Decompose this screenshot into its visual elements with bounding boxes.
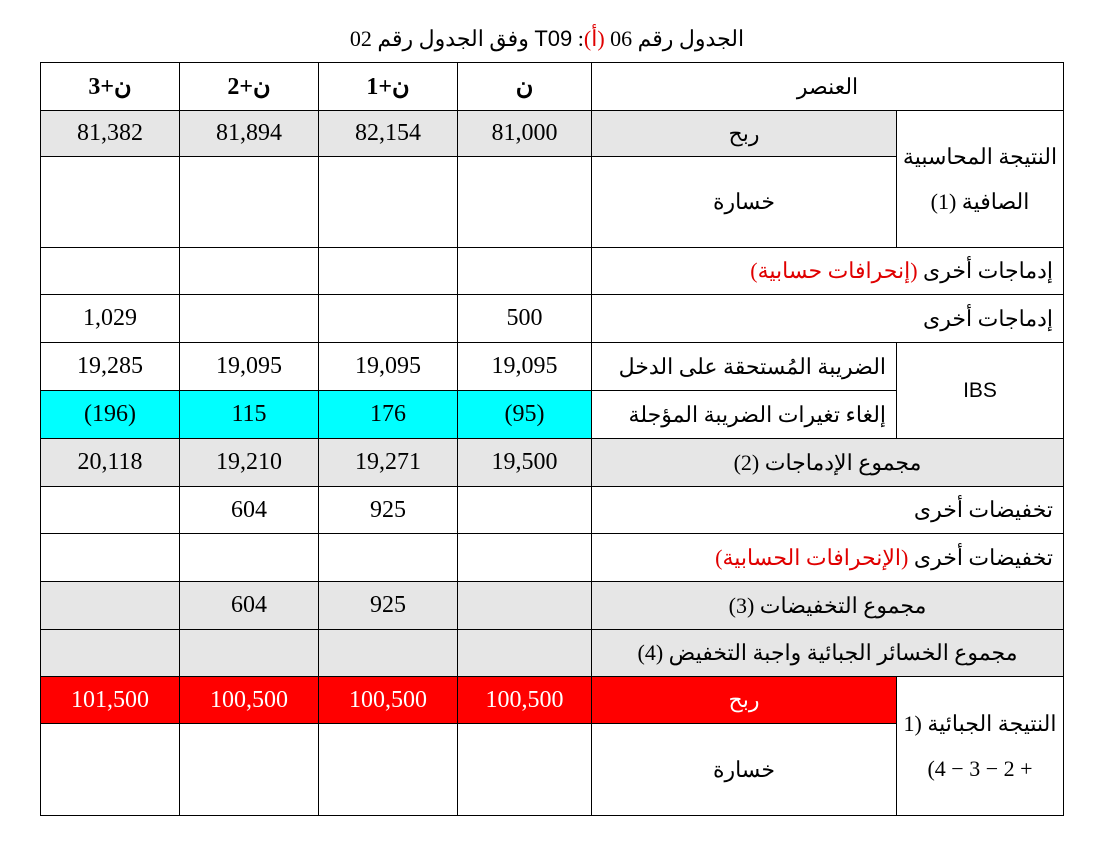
- cell: 19,095: [319, 343, 458, 391]
- cell: 19,095: [180, 343, 319, 391]
- header-element: العنصر: [592, 63, 1064, 111]
- other-additions-label: إدماجات أخرى: [592, 295, 1064, 343]
- caption-colon: :: [577, 26, 584, 51]
- cell: [319, 724, 458, 816]
- table-caption: [0, 24, 1094, 54]
- caption-table-id: T09: [534, 26, 573, 51]
- tax-reconciliation-table: [40, 62, 1064, 816]
- profit-label: ربح: [592, 111, 897, 157]
- cell: [458, 630, 592, 677]
- cell: 115: [180, 391, 319, 439]
- cell: 82,154: [319, 111, 458, 157]
- cell: [180, 534, 319, 582]
- table-row: [41, 534, 1064, 582]
- cell: 500: [458, 295, 592, 343]
- cell: 20,118: [41, 439, 180, 487]
- table-row: [41, 487, 1064, 534]
- fiscal-result-label: النتيجة الجبائية (1 + 2 − 3 − 4): [897, 677, 1064, 816]
- total-additions-label: مجموع الإدماجات (2): [592, 439, 1064, 487]
- net-result-label: النتيجة المحاسبية الصافية (1): [897, 111, 1064, 248]
- deviation-note: (الإنحرافات الحسابية): [715, 544, 909, 570]
- other-additions-deviation-label: إدماجات أخرى (إنحرافات حسابية): [592, 248, 1064, 295]
- cell: [319, 248, 458, 295]
- cell: 19,095: [458, 343, 592, 391]
- caption-prefix: الجدول رقم 06: [610, 26, 745, 51]
- cell: 81,894: [180, 111, 319, 157]
- header-row: [41, 63, 1064, 111]
- table-row: [41, 582, 1064, 630]
- cell: 925: [319, 487, 458, 534]
- cell: [458, 157, 592, 248]
- cell: 100,500: [458, 677, 592, 724]
- other-deductions-deviation-label: تخفيضات أخرى (الإنحرافات الحسابية): [592, 534, 1064, 582]
- cell: 19,500: [458, 439, 592, 487]
- table-row: [41, 343, 1064, 391]
- cell: 81,000: [458, 111, 592, 157]
- cell: 81,382: [41, 111, 180, 157]
- cell: [319, 157, 458, 248]
- table-row: [41, 295, 1064, 343]
- table-row: [41, 111, 1064, 157]
- cell: [41, 157, 180, 248]
- cell: [458, 534, 592, 582]
- cell: 19,210: [180, 439, 319, 487]
- cell: [41, 487, 180, 534]
- cell: [180, 295, 319, 343]
- cell: 604: [180, 487, 319, 534]
- cell: [458, 724, 592, 816]
- cell: [41, 582, 180, 630]
- cell: [180, 724, 319, 816]
- loss-label: خسارة: [592, 157, 897, 248]
- cell: [180, 248, 319, 295]
- cell: [319, 534, 458, 582]
- cell: [41, 248, 180, 295]
- caption-suffix: وفق الجدول رقم 02: [349, 26, 529, 51]
- cell: [41, 630, 180, 677]
- cell: 100,500: [180, 677, 319, 724]
- table-row: [41, 439, 1064, 487]
- total-deductions-label: مجموع التخفيضات (3): [592, 582, 1064, 630]
- header-year-n3: ن+3: [41, 63, 180, 111]
- ibs-label: IBS: [897, 343, 1064, 439]
- cell: 19,271: [319, 439, 458, 487]
- table-row: [41, 677, 1064, 724]
- fiscal-profit-label: ربح: [592, 677, 897, 724]
- header-year-n1: ن+1: [319, 63, 458, 111]
- cell: [41, 534, 180, 582]
- cell: 176: [319, 391, 458, 439]
- cell: 101,500: [41, 677, 180, 724]
- cell: [41, 724, 180, 816]
- cell: [458, 248, 592, 295]
- cell: [180, 157, 319, 248]
- tax-due-label: الضريبة المُستحقة على الدخل: [592, 343, 897, 391]
- header-year-n: ن: [458, 63, 592, 111]
- caption-marker: (أ): [583, 26, 605, 51]
- header-year-n2: ن+2: [180, 63, 319, 111]
- cell: 604: [180, 582, 319, 630]
- table-row: [41, 248, 1064, 295]
- deferred-tax-label: إلغاء تغيرات الضريبة المؤجلة: [592, 391, 897, 439]
- cell: [319, 630, 458, 677]
- cell: 19,285: [41, 343, 180, 391]
- cell: [180, 630, 319, 677]
- other-deductions-label: تخفيضات أخرى: [592, 487, 1064, 534]
- cell: 925: [319, 582, 458, 630]
- deviation-note: (إنحرافات حسابية): [750, 258, 918, 283]
- fiscal-loss-label: خسارة: [592, 724, 897, 816]
- table-row: [41, 630, 1064, 677]
- cell: [319, 295, 458, 343]
- cell: [458, 582, 592, 630]
- cell: (196): [41, 391, 180, 439]
- cell: (95): [458, 391, 592, 439]
- cell: [458, 487, 592, 534]
- fiscal-losses-label: مجموع الخسائر الجبائية واجبة التخفيض (4): [592, 630, 1064, 677]
- cell: 100,500: [319, 677, 458, 724]
- cell: 1,029: [41, 295, 180, 343]
